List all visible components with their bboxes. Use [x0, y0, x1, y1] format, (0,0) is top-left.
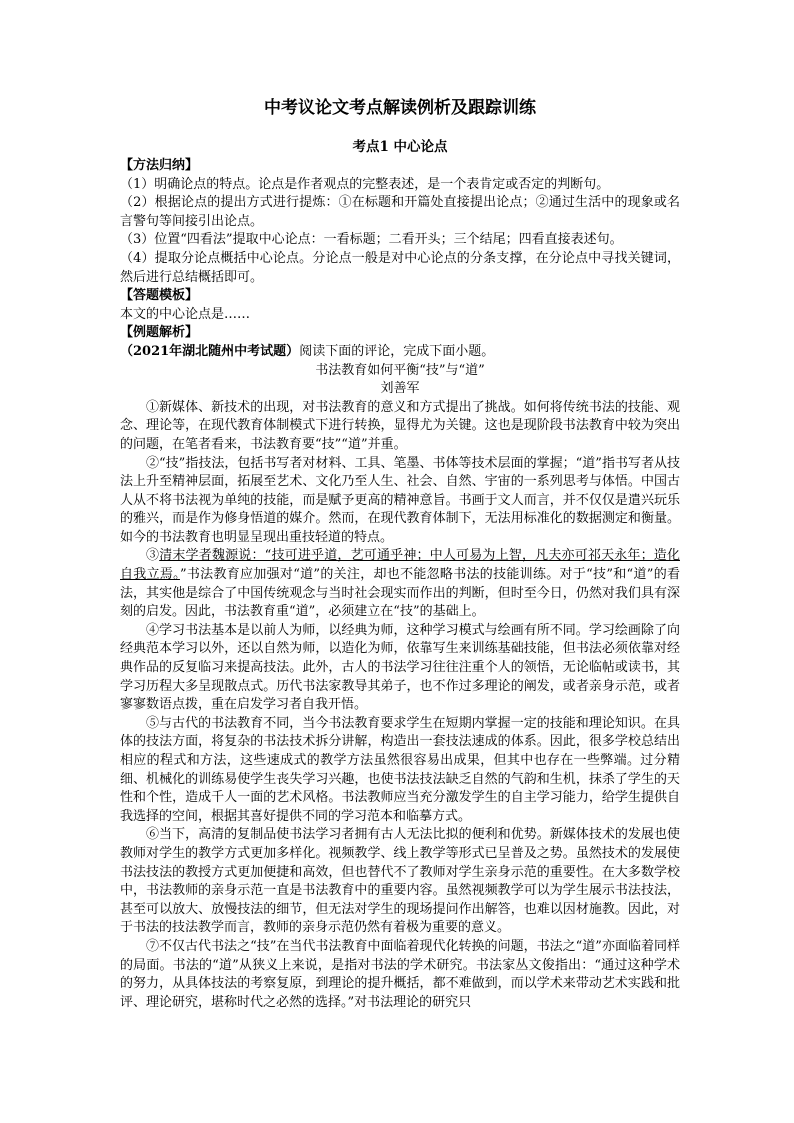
paragraph-1: ①新媒体、新技术的出现，对书法教育的意义和方式提出了挑战。如何将传统书法的技能、观念、理论等，在现代教育体制模式下进行转换，显得尤为关键。这也是现阶段书法教育中较为突出的问题，在笔者看来，书法教育要“技”“道”并重。: [120, 399, 680, 452]
method-item-2: （2）根据论点的提出方式进行提炼：①在标题和开篇处直接提出论点；②通过生活中的现象或名言警句等间接引出论点。: [120, 195, 680, 229]
method-item-1: （1）明确论点的特点。论点是作者观点的完整表述，是一个表肯定或否定的判断句。: [120, 176, 610, 192]
paragraph-2: ②“技”指技法，包括书写者对材料、工具、笔墨、书体等技术层面的掌握；“道”指书写者从技法上升至精神层面，拓展至艺术、文化乃至人生、社会、自然、宇宙的一系列思考与体悟。中国古人从不将书法视为单纯的技能，而是赋予更高的精神意旨。书画于文人而言，并不仅仅是遣兴玩乐的雅兴，而是作为修身悟道的媒介。然而，在现代教育体制下，无法用标准化的数据测定和衡量。如今的书法教育也明显呈现出重技轻道的特点。: [120, 455, 680, 545]
example-heading: 【例题解析】: [120, 325, 199, 341]
paragraph-5: ⑤与古代的书法教育不同，当今书法教育要求学生在短期内掌握一定的技能和理论知识。在具体的技法方面，将复杂的书法技术拆分讲解，构造出一套技法速成的体系。因此，很多学校总结出相应的程式和方法，这些速成式的教学方法虽然很容易出成果，但其中也存在一些弊端。过分精细、机械化的训练易使学生丧失学习兴趣，也使书法技法缺乏自然的气韵和生机，抹杀了学生的天性和个性，造成千人一面的艺术风格。书法教师应当充分激发学生的自主学习能力，给学生提供自我选择的空间，根据其喜好提供不同的学习范本和临摹方式。: [120, 715, 680, 824]
paragraph-6: ⑥当下，高清的复制品使书法学习者拥有古人无法比拟的便利和优势。新媒体技术的发展也使教师对学生的教学方式更加多样化。视频教学、线上教学等形式已呈普及之势。虽然技术的发展使书法技法的教授方式更加便捷和高效，但也替代不了教师对学生亲身示范的重要性。在大多数学校中，书法教师的亲身示范一直是书法教育中的重要内容。虽然视频教学可以为学生展示书法技法，甚至可以放大、放慢技法的细节，但无法对学生的现场提问作出解答，也难以因材施教。因此，对于书法的技法教学而言，教师的亲身示范仍然有着极为重要的意义。: [120, 827, 680, 936]
method-heading: 【方法归纳】: [120, 158, 199, 173]
method-item-3: （3）位置“四看法”提取中心论点：一看标题；二看开头；三个结尾；四看直接表述句。: [120, 232, 623, 248]
example-instruction: 阅读下面的评论，完成下面小题。: [299, 343, 495, 359]
template-text: 本文的中心论点是……: [120, 306, 251, 322]
underlined-quote: 清末学者魏源说：“技可进乎道，艺可通乎神；中人可易为上智，凡夫亦可祁天永年；造化自我立焉。: [120, 548, 680, 583]
method-item-4: （4）提取分论点概括中心论点。分论点一般是对中心论点的分条支撑，在分论点中寻找关键词，然后进行总结概括即可。: [120, 250, 680, 285]
paragraph-4: ④学习书法基本是以前人为师，以经典为师，这种学习模式与绘画有所不同。学习绘画除了向经典范本学习以外，还以自然为师，以造化为师，依靠写生来训练基础技能，但书法必须依靠对经典作品的反复临习来提高技法。此外，古人的书法学习往往注重个人的领悟，无论临帖或读书，其学习历程大多呈现散点式。历代书法家教导其弟子，也不作过多理论的阐发，或者亲身示范，或者寥寥数语点拨，重在启发学习者自我开悟。: [120, 622, 680, 713]
paragraph-7: ⑦不仅古代书法之“技”在当代书法教育中面临着现代化转换的问题，书法之“道”亦面临着同样的局面。书法的“道”从狭义上来说，是指对书法的学术研究。书法家丛文俊指出：“通过这种学术的努力，从具体技法的考察复原，到理论的提升概括，都不难做到，而以学术来带动艺术实践和批评、理论研究，堪称时代之必然的选择。”对书法理论的研究只: [120, 938, 680, 1010]
section-title: 考点1 中心论点: [352, 139, 448, 155]
article-author: 刘善军: [380, 381, 420, 397]
template-heading: 【答题模板】: [120, 288, 199, 304]
paragraph-3: [120, 547, 680, 621]
paragraph-3-rest: ”书法教育应加强对“道”的关注，却也不能忽略书法的技能训练。对于“技”和“道”的看法，其实他是综合了中国传统观念与当时社会现实而作出的判断，但时至今日，仍然对我们具有深刻的启发。因此，书法教育重“道”，必须建立在“技”的基础上。: [120, 567, 680, 620]
paragraph-3-number: ③: [146, 548, 160, 564]
document-body: [120, 157, 680, 1012]
example-source: （2021年湖北随州中考试题）: [120, 343, 300, 359]
article-title: 书法教育如何平衡“技”与“道”: [315, 362, 485, 378]
example-intro: [120, 343, 680, 362]
document-title: 中考议论文考点解读例析及跟踪训练: [264, 98, 536, 118]
